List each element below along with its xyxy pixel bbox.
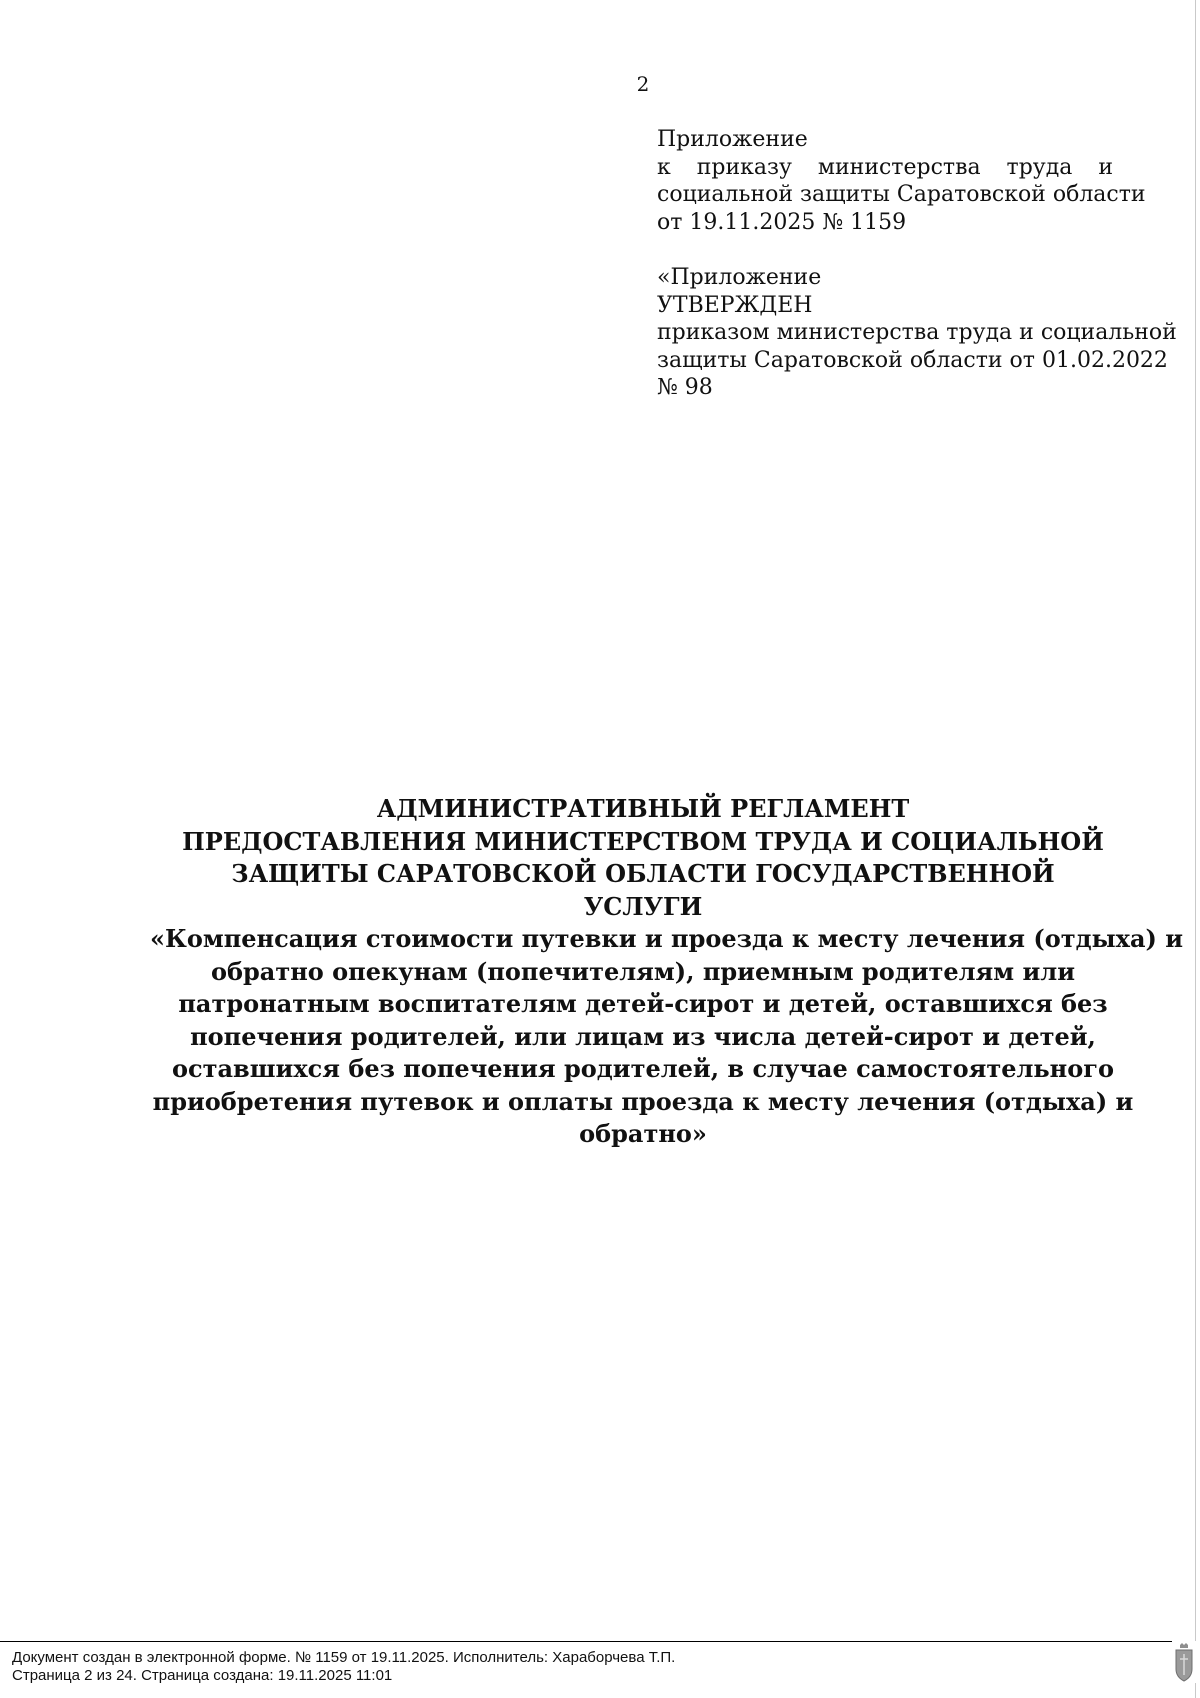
title-line: приобретения путевок и оплаты проезда к месту лечения (отдыха) и [152, 1086, 1134, 1116]
title-line: обратно» [579, 1119, 707, 1148]
document-title [150, 793, 1184, 1151]
appendix-ministry: социальной защиты Саратовской области [657, 182, 1146, 207]
title-line: попечения родителей, или лицам из числа детей-сирот и детей, [190, 1021, 1096, 1051]
page-edge [1195, 0, 1196, 1698]
title-line: АДМИНИСТРАТИВНЫЙ РЕГЛАМЕНТ [376, 794, 910, 823]
title-line: «Компенсация стоимости путевки и проезда к месту лечения (отдыха) и [150, 924, 1184, 953]
footer-created-info: Документ создан в электронной форме. № 1159 от 19.11.2025. Исполнитель: Хараборчева Т.П. [12, 1649, 676, 1666]
title-line: оставшихся без попечения родителей, в случае самостоятельного [172, 1054, 1114, 1083]
title-line: патронатным воспитателям детей-сирот и детей, оставшихся без [178, 989, 1108, 1018]
page-number: 2 [636, 72, 650, 96]
title-line: обратно опекунам (попечителям), приемным родителям или [210, 956, 1076, 986]
approval-appendix-label: «Приложение [657, 265, 822, 290]
title-line: УСЛУГИ [583, 891, 703, 921]
footer-divider [0, 1641, 1172, 1642]
approval-ministry-date: защиты Саратовской области от 01.02.2022 [657, 347, 1168, 373]
appendix-header [657, 126, 1146, 236]
title-line: ЗАЩИТЫ САРАТОВСКОЙ ОБЛАСТИ ГОСУДАРСТВЕННОЙ [231, 859, 1055, 888]
document-footer [12, 1649, 675, 1684]
approval-order-line: приказом министерства труда и социальной [657, 320, 1177, 345]
approval-approved-label: УТВЕРЖДЕН [657, 292, 813, 318]
coat-of-arms-icon [1172, 1641, 1196, 1683]
appendix-order-ref: к приказу министерства труда и [657, 154, 1113, 180]
title-line: ПРЕДОСТАВЛЕНИЯ МИНИСТЕРСТВОМ ТРУДА И СОЦИАЛЬНОЙ [182, 826, 1104, 856]
approval-order-number: № 98 [657, 375, 713, 400]
appendix-label: Приложение [657, 127, 808, 152]
appendix-order-date: от 19.11.2025 № 1159 [657, 209, 907, 235]
footer-page-info: Страница 2 из 24. Страница создана: 19.11.2025 11:01 [12, 1666, 393, 1684]
approval-header [657, 264, 1177, 402]
